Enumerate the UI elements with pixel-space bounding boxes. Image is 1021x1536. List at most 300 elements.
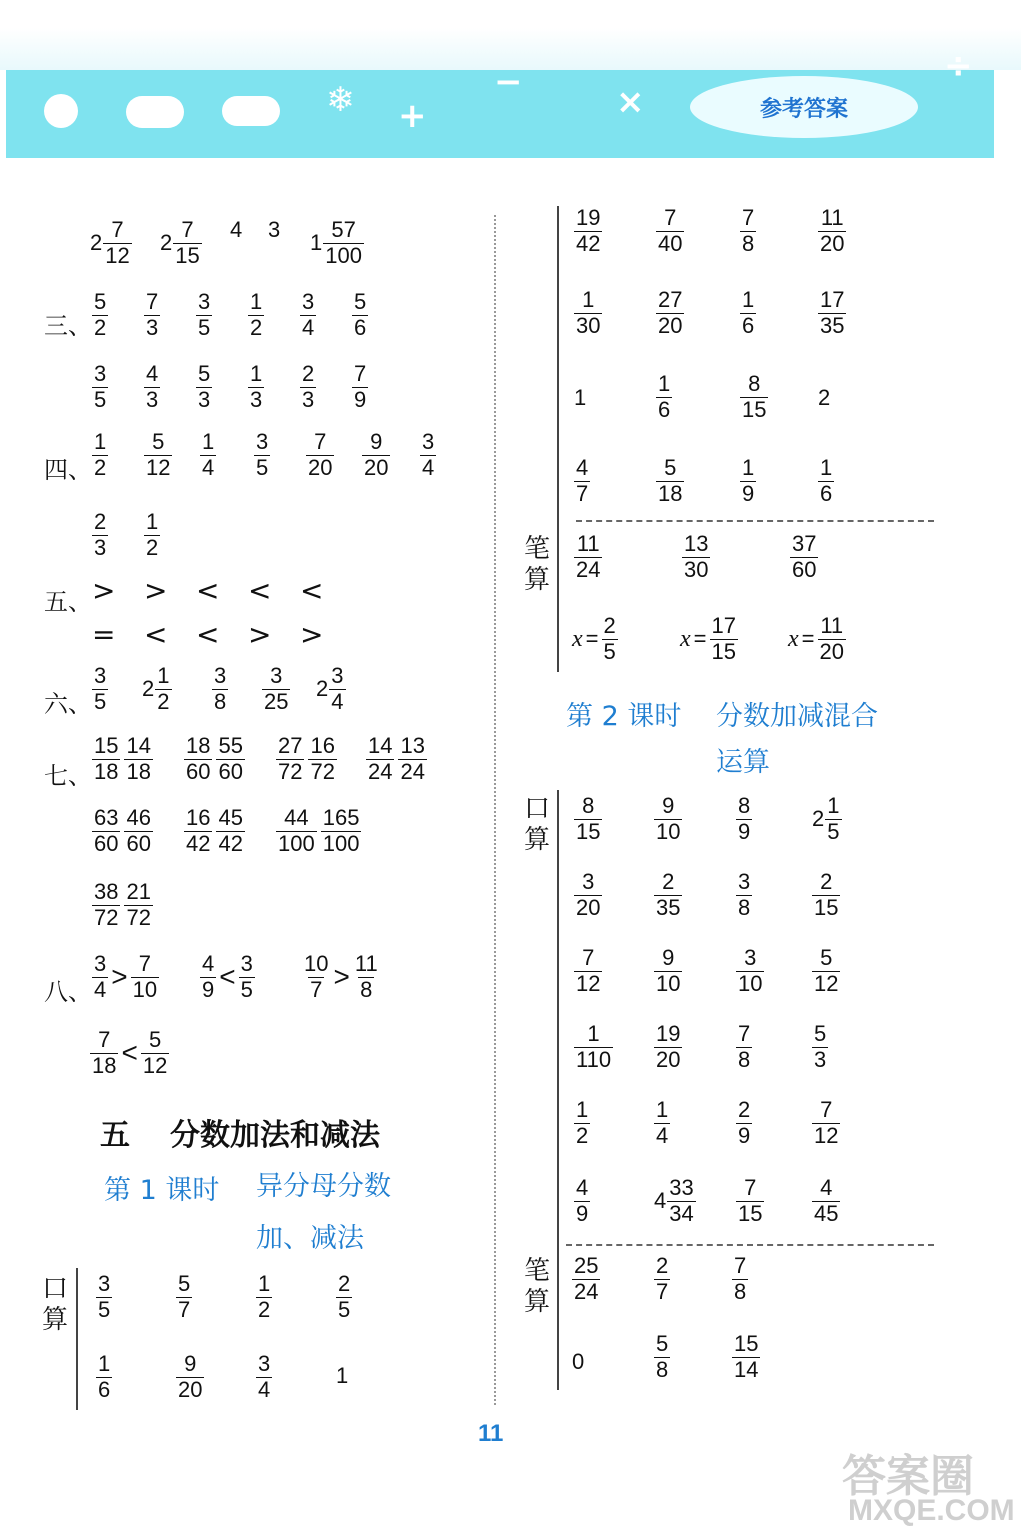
numerator: 2	[338, 1271, 351, 1296]
right-operand	[141, 1027, 169, 1078]
fraction-stack	[654, 794, 682, 844]
numerator: 7	[314, 429, 327, 454]
answer-item	[90, 218, 132, 268]
written-label-2: 笔算	[523, 1256, 550, 1318]
answer-item	[262, 664, 290, 714]
fraction-stack	[812, 1022, 828, 1072]
denominator: 42	[218, 830, 243, 856]
times-icon: ×	[616, 82, 645, 122]
denominator: 24	[574, 1278, 599, 1304]
number: 2	[818, 385, 831, 411]
watermark-url: MXQE.COM	[848, 1494, 1015, 1527]
numerator: 1	[157, 663, 170, 688]
fraction-pair	[92, 734, 153, 784]
numerator: 9	[370, 429, 383, 454]
answer-item	[306, 430, 334, 480]
numerator: 2	[662, 869, 675, 894]
numerator: 1	[742, 455, 755, 480]
denominator: 9	[742, 480, 755, 506]
answer-item	[144, 510, 160, 560]
numerator: 5	[178, 1271, 191, 1296]
answer-item	[321, 805, 362, 856]
numerator: 11	[820, 613, 844, 638]
answer-key-badge: 参考答案	[690, 76, 918, 138]
chapter-number: 五	[100, 1118, 130, 1153]
fraction-stack	[420, 430, 436, 480]
fraction-stack	[818, 206, 846, 256]
fraction-stack	[654, 870, 682, 920]
denominator: 18	[126, 758, 151, 784]
denominator: 20	[658, 312, 683, 338]
answer-item	[818, 386, 831, 409]
oral-label-2: 口算	[523, 794, 550, 856]
comparison-symbol: <	[300, 574, 324, 607]
left-operand	[92, 951, 108, 1002]
denominator: 4	[656, 1122, 669, 1148]
fraction-stack	[654, 946, 682, 996]
lesson1-title-line1: 异分母分数	[256, 1171, 391, 1202]
denominator: 42	[576, 230, 601, 256]
numerator: 4	[576, 455, 589, 480]
denominator: 8	[742, 230, 755, 256]
answer-item	[736, 1176, 764, 1226]
numerator: 3	[94, 951, 107, 976]
answer-item	[268, 218, 281, 241]
denominator: 20	[576, 894, 601, 920]
numerator: 2	[603, 613, 616, 638]
answer-item	[212, 664, 228, 714]
sun-icon	[44, 94, 78, 128]
solution-value	[710, 613, 738, 664]
denominator: 24	[368, 758, 393, 784]
fraction-stack	[276, 734, 304, 784]
comparison-symbol: >	[248, 618, 272, 651]
denominator: 8	[738, 1046, 751, 1072]
fraction-stack	[398, 734, 426, 784]
numerator: 16	[310, 733, 335, 758]
answer-item	[654, 1176, 696, 1226]
fraction-stack	[124, 734, 152, 784]
answer-item	[96, 1272, 112, 1322]
numerator: 3	[214, 663, 227, 688]
answer-item	[276, 805, 317, 856]
answer-item	[790, 532, 818, 582]
numerator: 44	[284, 805, 309, 830]
answer-item	[96, 1352, 112, 1402]
numerator: 19	[576, 205, 601, 230]
numerator: 2	[302, 361, 315, 386]
left-operand	[90, 1027, 118, 1078]
answer-item	[736, 946, 764, 996]
solution-value	[818, 613, 846, 664]
comparison-symbol: >	[144, 574, 168, 607]
denominator: 20	[820, 230, 845, 256]
left-operand	[200, 951, 216, 1002]
comparison-symbol: <	[121, 1037, 138, 1069]
denominator: 10	[132, 976, 158, 1002]
fraction-stack	[574, 532, 602, 582]
numerator: 18	[186, 733, 211, 758]
numerator: 3	[240, 951, 253, 976]
snowflake-icon: ❄	[326, 80, 355, 120]
answer-item	[812, 1022, 828, 1072]
whole-part: 2	[316, 676, 329, 702]
denominator: 34	[669, 1200, 694, 1226]
fraction-stack	[710, 614, 738, 664]
fraction-stack	[353, 952, 380, 1002]
variable: x	[572, 626, 583, 653]
fraction-stack	[732, 1254, 748, 1304]
numerator: 3	[331, 663, 344, 688]
fraction-stack	[124, 880, 152, 930]
numerator: 8	[582, 793, 595, 818]
fraction-stack	[144, 510, 160, 560]
fraction-stack	[92, 362, 108, 412]
fraction-stack	[216, 734, 244, 784]
denominator: 4	[202, 454, 215, 480]
fraction-stack	[572, 1254, 600, 1304]
fraction-stack	[302, 952, 330, 1002]
numerator: 46	[126, 805, 151, 830]
answer-item	[420, 430, 436, 480]
fraction-stack	[574, 206, 602, 256]
numerator: 1	[587, 1021, 600, 1046]
numerator: 1	[146, 509, 159, 534]
answer-item	[248, 290, 264, 340]
fraction-stack	[92, 664, 108, 714]
denominator: 20	[178, 1376, 203, 1402]
answer-item	[200, 430, 216, 480]
fraction-stack	[262, 664, 290, 714]
whole-part: 1	[310, 230, 323, 256]
answer-item	[574, 870, 602, 920]
numerator: 1	[656, 1097, 669, 1122]
fraction-stack	[818, 456, 834, 506]
answer-item	[92, 879, 120, 930]
fraction-stack	[144, 290, 160, 340]
denominator: 5	[338, 1296, 351, 1322]
fraction-stack	[818, 614, 846, 664]
answer-item	[574, 1176, 590, 1226]
variable: x	[788, 626, 799, 653]
fraction-stack	[96, 1352, 112, 1402]
answer-item	[144, 290, 160, 340]
numerator: 9	[662, 793, 675, 818]
denominator: 100	[325, 242, 362, 268]
number: 4	[230, 217, 243, 243]
answer-item	[310, 218, 364, 268]
answer-item	[176, 1352, 204, 1402]
fraction-stack	[103, 218, 131, 268]
denominator: 6	[98, 1376, 111, 1402]
denominator: 3	[814, 1046, 827, 1072]
answer-item	[366, 733, 394, 784]
numerator: 8	[748, 371, 761, 396]
denominator: 35	[656, 894, 681, 920]
denominator: 3	[146, 386, 159, 412]
written-label-1: 笔算	[523, 534, 550, 596]
numerator: 13	[684, 531, 709, 556]
answer-item	[654, 870, 682, 920]
answer-item	[812, 1176, 840, 1226]
fraction-stack	[96, 1272, 112, 1322]
x-solution	[572, 614, 618, 664]
fraction-stack	[574, 288, 602, 338]
numerator: 1	[827, 793, 840, 818]
fraction-stack	[276, 806, 317, 856]
number: 1	[574, 385, 587, 411]
fraction-stack	[736, 870, 752, 920]
answer-item	[574, 386, 587, 409]
fraction-stack	[176, 1352, 204, 1402]
x-solution	[680, 614, 738, 664]
answer-item	[654, 946, 682, 996]
fraction-stack	[239, 952, 255, 1002]
denominator: 12	[814, 1122, 839, 1148]
numerator: 63	[94, 805, 119, 830]
x-solution	[788, 614, 846, 664]
fraction-stack	[736, 794, 752, 844]
denominator: 4	[94, 976, 107, 1002]
answer-item	[574, 532, 602, 582]
numerator: 2	[94, 509, 107, 534]
answer-item	[656, 206, 684, 256]
fraction-stack	[323, 218, 364, 268]
numerator: 7	[742, 205, 755, 230]
answer-item	[736, 794, 752, 844]
denominator: 3	[250, 386, 263, 412]
denominator: 60	[186, 758, 211, 784]
answer-item	[184, 733, 212, 784]
fraction-pair	[184, 806, 245, 856]
denominator: 8	[214, 688, 227, 714]
answer-item	[654, 1332, 670, 1382]
written-separator	[576, 520, 934, 522]
denominator: 30	[684, 556, 709, 582]
variable: x	[680, 626, 691, 653]
answer-item	[316, 664, 346, 714]
denominator: 5	[198, 314, 211, 340]
numerator: 1	[250, 289, 263, 314]
denominator: 4	[422, 454, 435, 480]
denominator: 5	[827, 818, 840, 844]
answer-item	[142, 664, 172, 714]
numerator: 33	[669, 1175, 694, 1200]
fraction-stack	[574, 870, 602, 920]
denominator: 18	[658, 480, 683, 506]
fraction-stack	[92, 952, 108, 1002]
answer-item	[124, 733, 152, 784]
denominator: 7	[576, 480, 589, 506]
fraction-stack	[141, 1028, 169, 1078]
numerator: 17	[711, 613, 736, 638]
fraction-stack	[92, 734, 120, 784]
numerator: 3	[256, 429, 269, 454]
denominator: 15	[576, 818, 601, 844]
denominator: 60	[218, 758, 243, 784]
fraction-stack	[306, 430, 334, 480]
denominator: 9	[202, 976, 215, 1002]
answer-item	[124, 805, 152, 856]
denominator: 20	[819, 638, 844, 664]
fraction-pair	[184, 734, 245, 784]
answer-item	[256, 1272, 272, 1322]
denominator: 8	[656, 1356, 669, 1382]
answer-item	[254, 430, 270, 480]
fraction-stack	[574, 1176, 590, 1226]
answer-item	[124, 879, 152, 930]
denominator: 2	[157, 688, 170, 714]
answer-item	[682, 532, 710, 582]
numerator: 17	[820, 287, 845, 312]
fraction-stack	[131, 952, 159, 1002]
answer-item	[736, 1022, 752, 1072]
denominator: 8	[738, 894, 751, 920]
answer-item	[740, 206, 756, 256]
fraction-stack	[256, 1272, 272, 1322]
answer-item	[574, 794, 602, 844]
numerator: 3	[94, 361, 107, 386]
header-fade	[0, 0, 1021, 70]
fraction-stack	[184, 734, 212, 784]
answer-item	[818, 456, 834, 506]
denominator: 2	[94, 314, 107, 340]
denominator: 5	[603, 638, 616, 664]
fraction-stack	[196, 362, 212, 412]
numerator: 5	[152, 429, 165, 454]
denominator: 15	[175, 242, 200, 268]
numerator: 3	[94, 663, 107, 688]
fraction-stack	[173, 218, 201, 268]
numerator: 5	[820, 945, 833, 970]
numerator: 9	[184, 1351, 197, 1376]
numerator: 25	[574, 1253, 599, 1278]
numerator: 7	[738, 1021, 751, 1046]
denominator: 2	[146, 534, 159, 560]
numerator: 5	[664, 455, 677, 480]
numerator: 1	[582, 287, 595, 312]
answer-item	[398, 733, 426, 784]
denominator: 20	[364, 454, 389, 480]
numerator: 1	[820, 455, 833, 480]
fraction-stack	[155, 664, 171, 714]
numerator: 19	[656, 1021, 681, 1046]
fraction-stack	[92, 510, 108, 560]
right-bottom-vertical-rule	[557, 790, 559, 1390]
denominator: 45	[814, 1200, 839, 1226]
fraction-stack	[812, 1176, 840, 1226]
whole-part: 2	[160, 230, 173, 256]
fraction-pair	[92, 806, 153, 856]
answer-item	[736, 1098, 752, 1148]
denominator: 20	[656, 1046, 681, 1072]
answer-item	[248, 362, 264, 412]
numerator: 3	[270, 663, 283, 688]
section-3-label: 三、	[44, 312, 92, 340]
number: 0	[572, 1349, 585, 1375]
fraction-stack	[352, 362, 368, 412]
denominator: 5	[94, 386, 107, 412]
numerator: 3	[744, 945, 757, 970]
numerator: 7	[181, 217, 194, 242]
lesson1-title-line2: 加、减法	[256, 1223, 364, 1254]
answer-item	[144, 430, 172, 480]
fraction-stack	[574, 1098, 590, 1148]
numerator: 7	[111, 217, 124, 242]
denominator: 2	[250, 314, 263, 340]
denominator: 35	[820, 312, 845, 338]
whole-part: 2	[812, 806, 825, 832]
answer-item	[256, 1352, 272, 1402]
comparison-symbol: >	[111, 961, 128, 993]
cloud-sun-icon	[126, 96, 184, 128]
fraction-stack	[176, 1272, 192, 1322]
fraction-stack	[656, 206, 684, 256]
answer-item	[352, 290, 368, 340]
numerator: 3	[198, 289, 211, 314]
fraction-stack	[92, 430, 108, 480]
numerator: 3	[98, 1271, 111, 1296]
answer-item	[654, 794, 682, 844]
answer-item	[740, 456, 756, 506]
numerator: 3	[582, 869, 595, 894]
answer-item	[196, 290, 212, 340]
fraction-stack	[654, 1098, 670, 1148]
number: 3	[268, 217, 281, 243]
answer-item	[574, 946, 602, 996]
answer-item	[144, 362, 160, 412]
fraction-stack	[812, 870, 840, 920]
comparison-symbol: >	[92, 574, 116, 607]
denominator: 60	[792, 556, 817, 582]
denominator: 15	[738, 1200, 763, 1226]
denominator: 9	[354, 386, 367, 412]
answer-item	[574, 1022, 613, 1072]
numerator: 27	[658, 287, 683, 312]
denominator: 6	[354, 314, 367, 340]
answer-item	[574, 456, 590, 506]
numerator: 3	[738, 869, 751, 894]
denominator: 3	[198, 386, 211, 412]
fraction-stack	[574, 1022, 613, 1072]
denominator: 9	[576, 1200, 589, 1226]
numerator: 5	[656, 1331, 669, 1356]
numerator: 1	[742, 287, 755, 312]
answer-item	[300, 362, 316, 412]
denominator: 7	[656, 1278, 669, 1304]
answer-item	[184, 805, 212, 856]
answer-item	[732, 1332, 760, 1382]
numerator: 4	[202, 951, 215, 976]
numerator: 5	[148, 1027, 162, 1052]
numerator: 7	[98, 1027, 111, 1052]
denominator: 15	[814, 894, 839, 920]
denominator: 100	[322, 830, 360, 856]
answer-item	[572, 1254, 600, 1304]
answer-item	[276, 733, 304, 784]
denominator: 18	[94, 758, 119, 784]
denominator: 10	[656, 970, 681, 996]
oral-label-1: 口算	[41, 1274, 68, 1336]
numerator: 8	[738, 793, 751, 818]
fraction-stack	[790, 532, 818, 582]
answer-item	[92, 733, 120, 784]
solution-value	[602, 613, 618, 664]
comparison-item	[200, 952, 255, 1002]
comparison-symbol: >	[300, 618, 324, 651]
fraction-stack	[740, 288, 756, 338]
fraction-stack	[212, 664, 228, 714]
